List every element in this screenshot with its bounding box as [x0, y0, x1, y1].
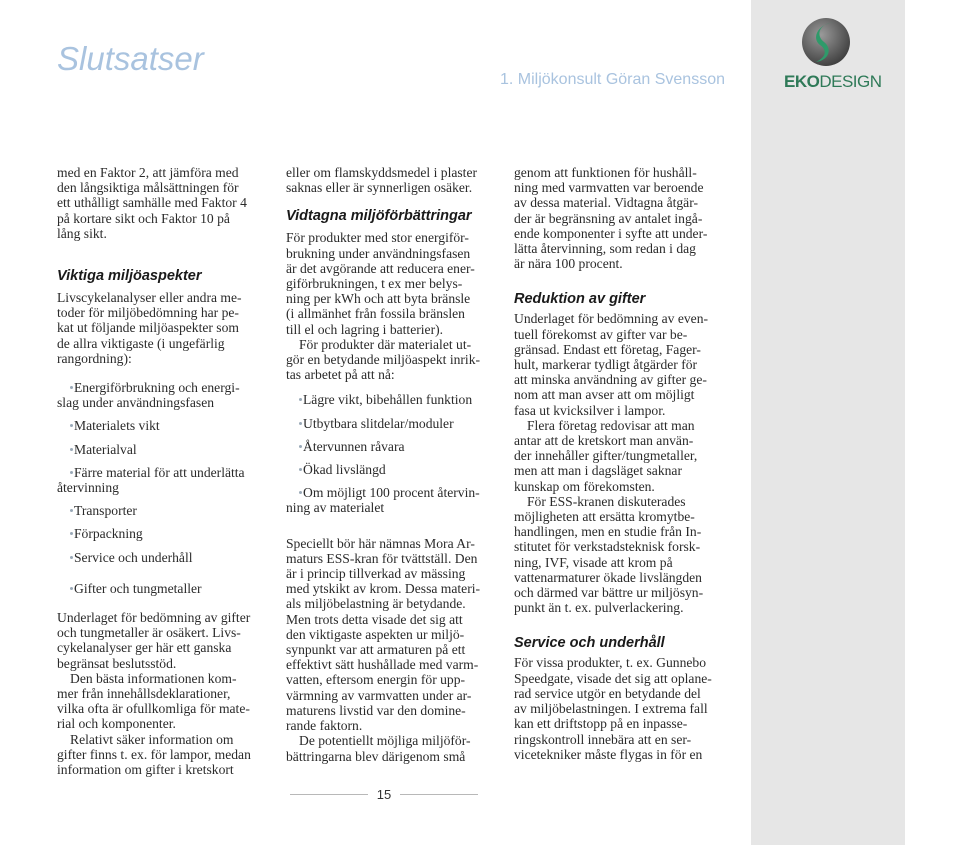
- col1-intro: med en Faktor 2, att jämföra med den långsiktiga målsättningen för ett uthålligt samhälle med Faktor 4 på kortare sikt och Faktor 10 på lång sikt.: [57, 165, 247, 241]
- col1-paragraph-4: Relativt säker information om gifter finns t. ex. för lampor, medan information om gifter i kretskort: [57, 731, 251, 778]
- page-number: 15: [376, 787, 392, 802]
- col2-paragraph-4: De potentiellt möjliga miljöför- bättringarna blev därigenom små: [286, 733, 471, 764]
- bullet-icon: [70, 532, 73, 535]
- bullet-icon: [70, 587, 73, 590]
- col2-paragraph-1: För produkter med stor energiför- brukning under användningsfasen är det avgörande att reducera ener- giförbrukningen, t ex mer belys- ning per kWh och att byta bränsle (i allmänhet från fossila bränslen till el och lagring i batterier).: [286, 230, 475, 337]
- list-item: Energiförbrukning och energi- slag under användningsfasen: [57, 380, 240, 411]
- bullet-icon: [70, 509, 73, 512]
- logo-wordmark: EKODESIGN: [784, 72, 882, 91]
- bullet-icon: [299, 445, 302, 448]
- bullet-icon: [70, 448, 73, 451]
- col2-paragraph-2: För produkter där materialet ut- gör en betydande miljöaspekt inrik- tas arbetet på att nå:: [286, 336, 481, 383]
- list-item: Gifter och tungmetaller: [57, 581, 257, 596]
- list-item: Förpackning: [57, 526, 257, 541]
- footer-rule-right: [400, 794, 478, 795]
- list-item: Om möjligt 100 procent återvin- ning av materialet: [286, 485, 480, 516]
- list-item: Utbytbara slitdelar/moduler: [286, 416, 486, 431]
- bullet-icon: [299, 398, 302, 401]
- col3-paragraph-3: För ESS-kranen diskuterades möjligheten att ersätta kromytbe- handlingen, men en studie från In- stitutet för verkstadsteknisk forsk- ning, IVF, visade att krom på vattenarmaturer ökade livslängden och därmed var bättre ur miljösyn- punkt än t. ex. pulverlackering.: [514, 493, 704, 616]
- column-1: [57, 165, 257, 777]
- col1-paragraph-1: Livscykelanalyser eller andra me- toder för miljöbedömning har pe- kat ut följande miljöaspekter som de allra viktigaste (i ungefärlig rangordning):: [57, 290, 242, 366]
- col1-paragraph-2: Underlaget för bedömning av gifter och tungmetaller är osäkert. Livs- cykelanalyser ger här ett ganska begränsat beslutsstöd.: [57, 610, 251, 671]
- col3-intro: genom att funktionen för hushåll- ning med varmvatten var beroende av dessa material. Vidtagna åtgär- der är begränsning av antalet ingå- ende komponenter i syfte att under- lätta återvinning, som redan i dag är nära 100 procent.: [514, 165, 708, 272]
- col2-bullet-list: [286, 392, 486, 515]
- ekodesign-logo: [777, 16, 882, 96]
- col3-paragraph-4: För vissa produkter, t. ex. Gunnebo Speedgate, visade det sig att oplane- rad service utgör en betydande del av miljöbelastningen. I extrema fall kan ett driftstopp på en inpasse- ringskontroll innebära att en ser- vicetekniker måste flygas in för en: [514, 655, 712, 762]
- bullet-icon: [299, 491, 302, 494]
- bullet-icon: [70, 471, 73, 474]
- list-item: Transporter: [57, 503, 257, 518]
- col1-paragraph-3: Den bästa informationen kom- mer från innehållsdeklarationer, vilka ofta är ofullkomliga för mate- rial och komponenter.: [57, 670, 250, 732]
- footer-rule-left: [290, 794, 368, 795]
- bullet-icon: [299, 422, 302, 425]
- heading-viktiga-miljoaspekter: Viktiga miljöaspekter: [57, 268, 202, 285]
- heading-reduktion-av-gifter: Reduktion av gifter: [514, 291, 646, 308]
- col1-bullet-list: [57, 380, 257, 596]
- list-item: Service och underhåll: [57, 550, 257, 565]
- column-2: [286, 165, 486, 764]
- running-header: 1. Miljökonsult Göran Svensson: [500, 71, 725, 88]
- heading-service-och-underhall: Service och underhåll: [514, 635, 665, 652]
- bullet-icon: [299, 468, 302, 471]
- col2-intro: eller om flamskyddsmedel i plaster saknas eller är synnerligen osäker.: [286, 165, 478, 196]
- list-item: Återvunnen råvara: [286, 439, 486, 454]
- bullet-icon: [70, 386, 73, 389]
- col2-paragraph-3: Speciellt bör här nämnas Mora Ar- maturs ESS-kran för tvättställ. Den är i princip tillverkad av mässing med ytskikt av krom. Dessa materi- als miljöbelastning är betydande. Men trots detta visade det sig att den viktigaste aspekten ur miljö- synpunkt var att armaturen på ett effektivt sätt hushållade med varm- vatten, eftersom energin för upp- värmning av varmvatten under ar- maturens livstid var den domine- rande faktorn.: [286, 535, 481, 734]
- heading-vidtagna-miljoforbattringar: Vidtagna miljöförbättringar: [286, 208, 472, 225]
- list-item: Lägre vikt, bibehållen funktion: [286, 392, 486, 407]
- bullet-icon: [70, 556, 73, 559]
- list-item: Ökad livslängd: [286, 462, 486, 477]
- list-item: Färre material för att underlätta återvinning: [57, 464, 245, 496]
- list-item: Materialets vikt: [57, 418, 257, 433]
- column-3: [514, 165, 714, 762]
- sidebar-band: [751, 0, 905, 845]
- col3-paragraph-2: Flera företag redovisar att man antar att de kretskort man använ- der innehåller gifter/tungmetaller, men att man i dagsläget saknar kunskap om förekomsten.: [514, 417, 698, 494]
- page-title: Slutsatser: [57, 40, 204, 77]
- col3-paragraph-1: Underlaget för bedömning av even- tuell förekomst av gifter var be- gränsad. Endast ett företag, Fager- hult, markerar tydligt åtgärder för att minska användning av gifter ge- nom att man avser att om möjligt fasa ut kvicksilver i lampor.: [514, 311, 709, 418]
- bullet-icon: [70, 424, 73, 427]
- ekodesign-emblem-icon: [800, 16, 852, 68]
- list-item: Materialval: [57, 442, 257, 457]
